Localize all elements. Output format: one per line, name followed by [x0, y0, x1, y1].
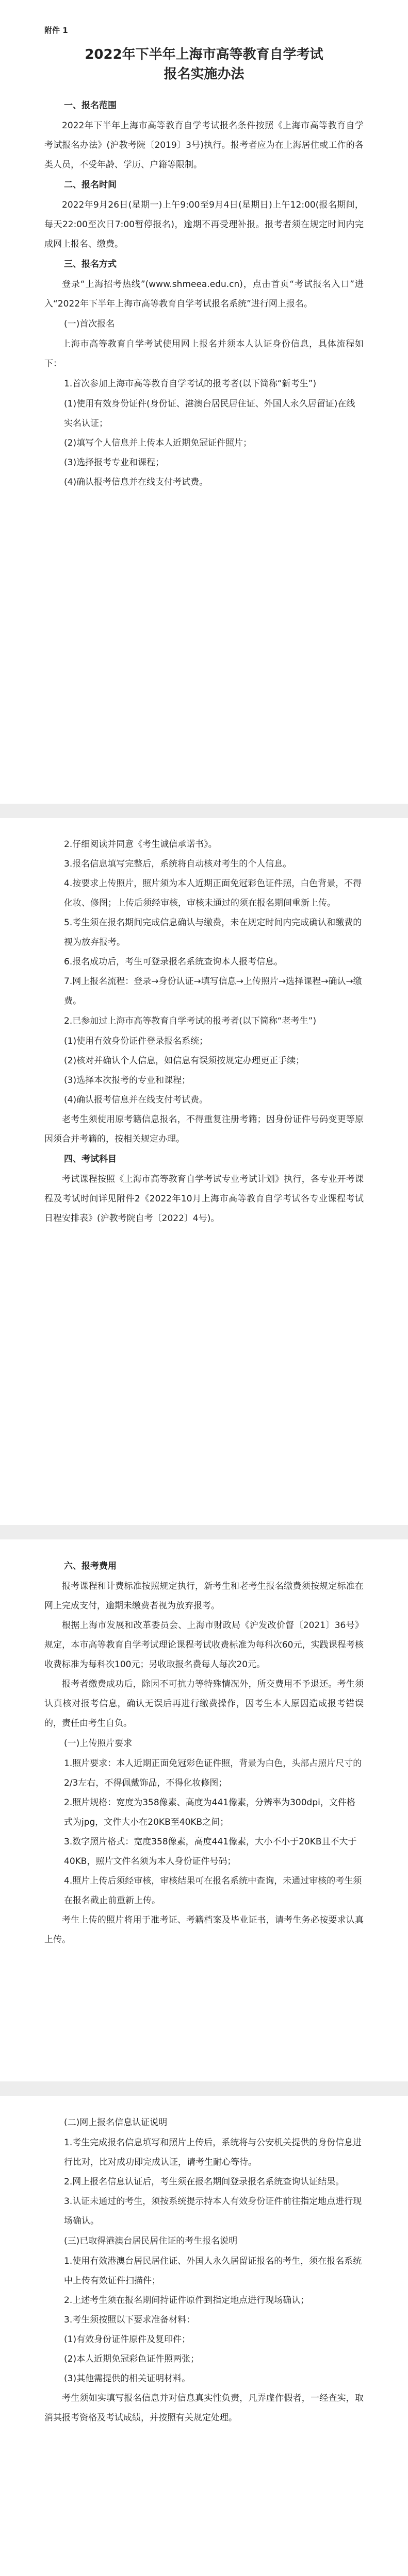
list-item: 6.报名成功后，考生可登录报名系统查询本人报考信息。: [64, 957, 283, 967]
sub-heading: (二)网上报名信息认证说明: [64, 2117, 168, 2128]
list-item: 7.网上报名流程：登录→身份认证→填写信息→上传照片→选择课程→确认→缴费。: [64, 976, 362, 1006]
paragraph: 2022年9月26日(星期一)上午9:00至9月4日(星期日)上午12:00(报名期间，每天22:00至次日7:00暂停报名)，逾期不再受理补报。报考者须在规定时间内完成网上报名、缴费。: [44, 200, 364, 249]
list-item: (1)使用有效身份证件登录报名系统；: [64, 1036, 208, 1046]
sub-heading: (三)已取得港澳台居民居住证的考生报名说明: [64, 2236, 238, 2246]
paragraph: 考生上传的照片将用于准考证、考籍档案及毕业证书，请考生务必按要求认真上传。: [44, 1915, 364, 1945]
list-item: 5.考生须在报名期间完成信息确认与缴费，未在规定时间内完成确认和缴费的视为放弃报考。: [64, 918, 362, 947]
page-divider: [0, 2081, 408, 2096]
part-2: [0, 835, 408, 1228]
document-title-line-2: 报名实施办法: [164, 66, 244, 82]
sub-heading: 2.已参加过上海市高等教育自学考试的报考者(以下简称“老考生”): [64, 1016, 317, 1026]
part-3: [0, 1556, 408, 1950]
list-item: 2.网上报名信息认证后，考生须在报名期间登录报名系统查询认证结果。: [64, 2177, 345, 2187]
section-heading: 二、报名时间: [64, 180, 117, 190]
list-item: (2)核对并确认个人信息，如信息有误须按规定办理更正手续；: [64, 1056, 305, 1066]
paragraph: 老考生须使用原考籍信息报名，不得重复注册考籍；因身份证件号码变更等原因须合并考籍的，按相关规定办理。: [44, 1114, 364, 1144]
list-item: (1)有效身份证件原件及复印件；: [64, 2334, 191, 2345]
paragraph: 上海市高等教育自学考试使用网上报名并须本人认证身份信息，具体流程如下：: [44, 339, 364, 369]
list-item: (3)其他需提供的相关证明材料。: [64, 2374, 191, 2384]
paragraph: 2022年下半年上海市高等教育自学考试报名条件按照《上海市高等教育自学考试报名办法》(沪教考院〔2019〕3号)执行。报考者应为在上海居住或工作的各类人员，不受年龄、学历、户籍等限制。: [44, 121, 364, 170]
list-item: 3.认证未通过的考生，须按系统提示持本人有效身份证件前往指定地点进行现场确认。: [64, 2196, 362, 2226]
sub-heading: (一)首次报名: [64, 319, 115, 329]
paragraph: 考生须如实填写报名信息并对信息真实性负责，凡弄虚作假者，一经查实，取消其报考资格及考试成绩，并按照有关规定处理。: [44, 2393, 364, 2423]
list-item: 1.使用有效港澳台居民居住证、外国人永久居留证报名的考生，须在报名系统中上传有效证件扫描件；: [64, 2256, 362, 2286]
section-heading: 三、报名方式: [64, 259, 117, 269]
document-title-line-1: 2022年下半年上海市高等教育自学考试: [85, 47, 323, 62]
page-divider: [0, 804, 408, 818]
section-heading: 一、报名范围: [64, 100, 117, 111]
paragraph: 报考者缴费成功后，除因不可抗力等特殊情况外，所交费用不予退还。考生须认真核对报考信息，确认无误后再进行缴费操作，因考生本人原因造成报考错误的，责任由考生自负。: [44, 1679, 364, 1728]
section-heading: 六、报考费用: [64, 1561, 117, 1571]
list-item: 4.照片上传后须经审核，审核结果可在报名系统中查询，未通过审核的考生须在报名截止前重新上传。: [64, 1876, 362, 1906]
attachment-label: 附件 1: [44, 26, 68, 35]
list-item: (1)使用有效身份证件(身份证、港澳台居民居住证、外国人永久居留证)在线实名认证；: [64, 399, 355, 429]
section-heading: 四、考试科目: [64, 1154, 117, 1164]
sub-heading: 1.首次参加上海市高等教育自学考试的报考者(以下简称“新考生”): [64, 379, 317, 389]
list-item: 1.考生完成报名信息填写和照片上传后，系统将与公安机关提供的身份信息进行比对，比对成功即完成认证，请考生耐心等待。: [64, 2138, 362, 2167]
list-item: (3)选择报考专业和课程；: [64, 457, 165, 468]
sub-heading: (一)上传照片要求: [64, 1738, 133, 1749]
list-item: 4.按要求上传照片，照片须为本人近期正面免冠彩色证件照，白色背景，不得化妆、修图；上传后须经审核，审核未通过的须在报名期间重新上传。: [64, 878, 362, 908]
part-1: [0, 25, 408, 492]
page-divider: [0, 1525, 408, 1539]
list-item: 1.照片要求：本人近期正面免冠彩色证件照，背景为白色，头部占照片尺寸的2/3左右，不得佩戴饰品，不得化妆修图；: [64, 1758, 362, 1788]
paragraph: 报考课程和计费标准按照规定执行，新考生和老考生报名缴费须按规定标准在网上完成支付，逾期未缴费者视为放弃报考。: [44, 1581, 364, 1611]
part-4: [0, 2112, 408, 2428]
list-item: 2.上述考生须在报名期间持证件原件到指定地点进行现场确认；: [64, 2295, 309, 2306]
paragraph: 登录“上海招考热线”(www.shmeea.edu.cn)，点击首页“考试报名入口”进入“2022年下半年上海市高等教育自学考试报名系统”进行网上报名。: [44, 279, 364, 309]
list-item: 3.数字照片格式：宽度358像素，高度441像素，大小不小于20KB且不大于40KB，照片文件名须为本人身份证件号码；: [64, 1837, 357, 1867]
list-item: 3.报名信息填写完整后，系统将自动核对考生的个人信息。: [64, 859, 292, 869]
list-item: (2)本人近期免冠彩色证件照两张；: [64, 2354, 200, 2364]
list-item: 2.照片规格：宽度为358像素、高度为441像素，分辨率为300dpi，文件格式为jpg，文件大小在20KB至40KB之间；: [64, 1798, 355, 1827]
paragraph: 考试课程按照《上海市高等教育自学考试专业考试计划》执行，各专业开考课程及考试时间详见附件2《2022年10月上海市高等教育自学考试各专业课程考试日程安排表》(沪教考院自考〔2022〕4号)。: [44, 1174, 364, 1224]
list-item: (3)选择本次报考的专业和课程；: [64, 1075, 191, 1086]
list-item: 2.仔细阅读并同意《考生诚信承诺书》。: [64, 839, 217, 850]
list-item: 3.考生须按照以下要求准备材料：: [64, 2315, 195, 2325]
list-item: (4)确认报考信息并在线支付考试费。: [64, 477, 208, 487]
paragraph: 根据上海市发展和改革委员会、上海市财政局《沪发改价督〔2021〕36号》规定，本市高等教育自学考试理论课程考试收费标准为每科次60元，实践课程考核收费标准为每科次100元；另收取报名费每人每次20元。: [44, 1620, 364, 1670]
list-item: (4)确认报考信息并在线支付考试费。: [64, 1095, 208, 1105]
list-item: (2)填写个人信息并上传本人近期免冠证件照片；: [64, 438, 252, 448]
